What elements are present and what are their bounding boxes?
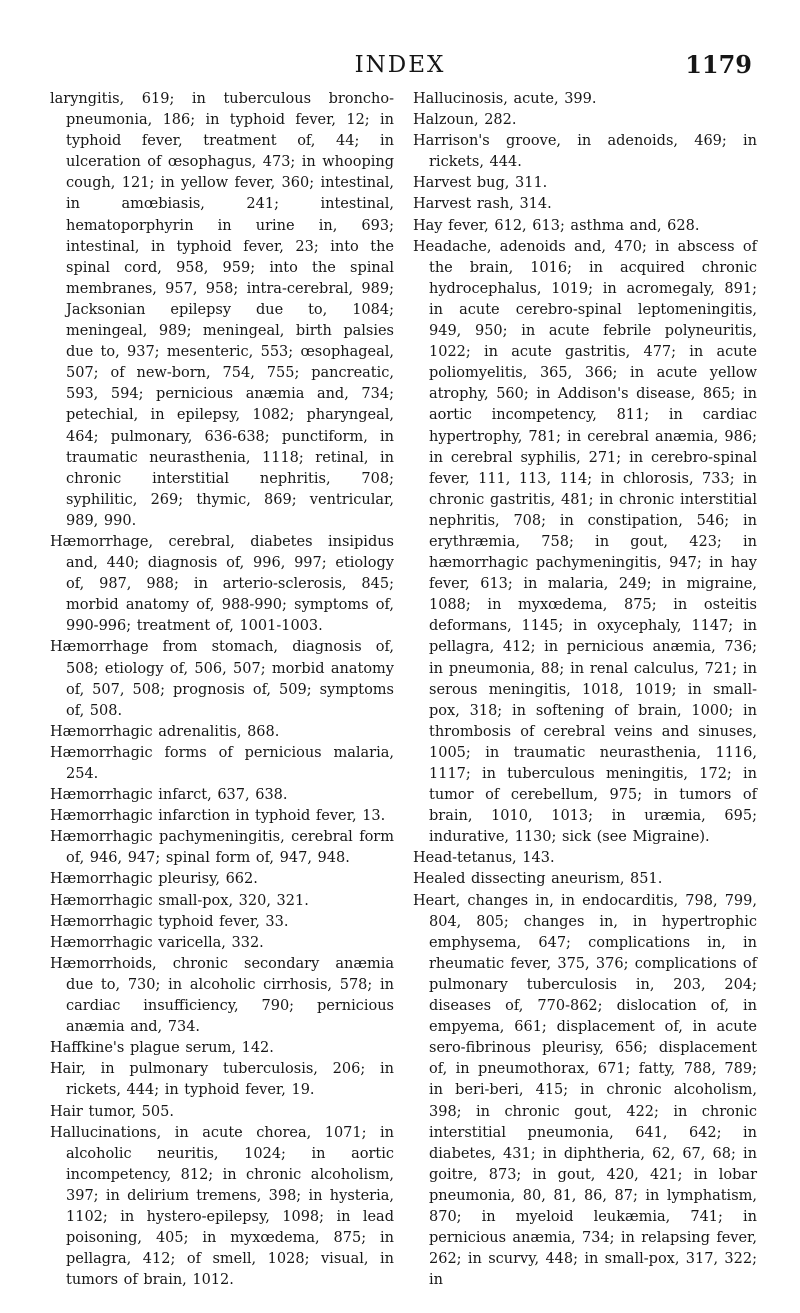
index-entry: Hæmorrhagic forms of pernicious malaria, 254.	[50, 744, 394, 782]
index-entry: Halzoun, 282.	[413, 112, 517, 129]
index-entry: Haffkine's plague serum, 142.	[50, 1040, 274, 1057]
page-header	[0, 50, 800, 80]
index-entry: laryngitis, 619; in tuberculous broncho-pneumonia, 186; in typhoid fever, 12; in typhoid fever, treatment of, 44; in ulceration of œsophagus, 473; in whooping cough, 121; in yellow fever, 360; intestinal, in amœbiasis, 241; intestinal, hematoporphyrin in urine in, 693; intestinal, in typhoid fever, 23; into the spinal cord, 958, 959; into the spinal membranes, 957, 958; intra-cerebral, 989; Jacksonian epilepsy due to, 1084; meningeal, 989; meningeal, birth palsies due to, 937; mesenteric, 553; œsophageal, 507; of new-born, 754, 755; pancreatic, 593, 594; pernicious anæmia and, 734; petechial, in epilepsy, 1082; pharyngeal, 464; pulmonary, 636-638; punctiform, in traumatic neurasthenia, 1118; retinal, in chronic interstitial nephritis, 708; syphilitic, 269; thymic, 869; ventricular, 989, 990.	[50, 91, 394, 529]
index-column-right	[413, 89, 757, 1291]
index-entry: Hæmorrhagic infarct, 637, 638.	[50, 787, 288, 804]
running-head: INDEX	[354, 52, 446, 78]
index-entry: Hæmorrhage, cerebral, diabetes insipidus and, 440; diagnosis of, 996, 997; etiology of, 987, 988; in arterio-sclerosis, 845; morbid anatomy of, 988-990; symptoms of, 990-996; treatment of, 1001-1003.	[50, 533, 394, 635]
index-entry: Hair, in pulmonary tuberculosis, 206; in rickets, 444; in typhoid fever, 19.	[50, 1061, 394, 1099]
index-entry: Harvest bug, 311.	[413, 175, 548, 192]
index-entry: Heart, changes in, in endocarditis, 798, 799, 804, 805; changes in, in hypertrophic emphysema, 647; complications in, in rheumatic fever, 375, 376; complications of pulmonary tuberculosis in, 203, 204; diseases of, 770-862; dislocation of, in empyema, 661; displacement of, in acute sero-fibrinous pleurisy, 656; displacement of, in pneumothorax, 671; fatty, 788, 789; in beri-beri, 415; in chronic alcoholism, 398; in chronic gout, 422; in chronic interstitial pneumonia, 641, 642; in diabetes, 431; in diphtheria, 62, 67, 68; in goitre, 873; in gout, 420, 421; in lobar pneumonia, 80, 81, 86, 87; in lymphatism, 870; in myeloid leukæmia, 741; in pernicious anæmia, 734; in relapsing fever, 262; in scurvy, 448; in small-pox, 317, 322; in	[413, 892, 757, 1289]
index-entry: Harvest rash, 314.	[413, 196, 552, 213]
page-number: 1179	[685, 50, 752, 79]
index-entry: Hæmorrhagic small-pox, 320, 321.	[50, 892, 309, 909]
index-entry: Hæmorrhagic adrenalitis, 868.	[50, 723, 280, 740]
index-entry: Hair tumor, 505.	[50, 1103, 174, 1120]
index-entry: Healed dissecting aneurism, 851.	[413, 871, 663, 888]
index-entry: Head-tetanus, 143.	[413, 850, 555, 867]
index-entry: Hæmorrhagic typhoid fever, 33.	[50, 913, 289, 930]
index-entry: Hæmorrhage from stomach, diagnosis of, 508; etiology of, 506, 507; morbid anatomy of, 507, 508; prognosis of, 509; symptoms of, 508.	[50, 639, 394, 719]
index-entry: Headache, adenoids and, 470; in abscess of the brain, 1016; in acquired chronic hydrocephalus, 1019; in acromegaly, 891; in acute cerebro-spinal leptomeningitis, 949, 950; in acute febrile polyneuritis, 1022; in acute gastritis, 477; in acute poliomyelitis, 365, 366; in acute yellow atrophy, 560; in Addison's disease, 865; in aortic incompetency, 811; in cardiac hypertrophy, 781; in cerebral anæmia, 986; in cerebral syphilis, 271; in cerebro-spinal fever, 111, 113, 114; in chlorosis, 733; in chronic gastritis, 481; in chronic interstitial nephritis, 708; in constipation, 546; in erythræmia, 758; in gout, 423; in hæmorrhagic pachymeningitis, 947; in hay fever, 613; in malaria, 249; in migraine, 1088; in myxœdema, 875; in osteitis deformans, 1145; in oxycephaly, 1147; in pellagra, 412; in pernicious anæmia, 736; in pneumonia, 88; in renal calculus, 721; in serous meningitis, 1018, 1019; in small-pox, 318; in softening of brain, 1000; in thrombosis of cerebral veins and sinuses, 1005; in traumatic neurasthenia, 1116, 1117; in tuberculous meningitis, 172; in tumor of cerebellum, 975; in tumors of brain, 1010, 1013; in uræmia, 695; indurative, 1130; sick (see Migraine).	[413, 238, 757, 846]
index-entry: Hæmorrhagic pachymeningitis, cerebral form of, 946, 947; spinal form of, 947, 948.	[50, 829, 394, 867]
index-entry: Hæmorrhagic pleurisy, 662.	[50, 871, 258, 888]
index-entry: Hallucinosis, acute, 399.	[413, 91, 597, 107]
index-entry: Hæmorrhagic infarction in typhoid fever, 13.	[50, 808, 386, 825]
index-entry: Hallucinations, in acute chorea, 1071; in alcoholic neuritis, 1024; in aortic incompetency, 812; in chronic alcoholism, 397; in delirium tremens, 398; in hysteria, 1102; in hystero-epilepsy, 1098; in lead poisoning, 405; in myxœdema, 875; in pellagra, 412; of smell, 1028; visual, in tumors of brain, 1012.	[50, 1124, 394, 1289]
index-entry: Harrison's groove, in adenoids, 469; in rickets, 444.	[413, 133, 757, 171]
index-entry: Hay fever, 612, 613; asthma and, 628.	[413, 217, 700, 234]
index-entry: Hæmorrhoids, chronic secondary anæmia due to, 730; in alcoholic cirrhosis, 578; in cardiac insufficiency, 790; pernicious anæmia and, 734.	[50, 955, 394, 1036]
index-entry: Hæmorrhagic varicella, 332.	[50, 934, 264, 951]
index-column-left	[50, 89, 394, 1291]
